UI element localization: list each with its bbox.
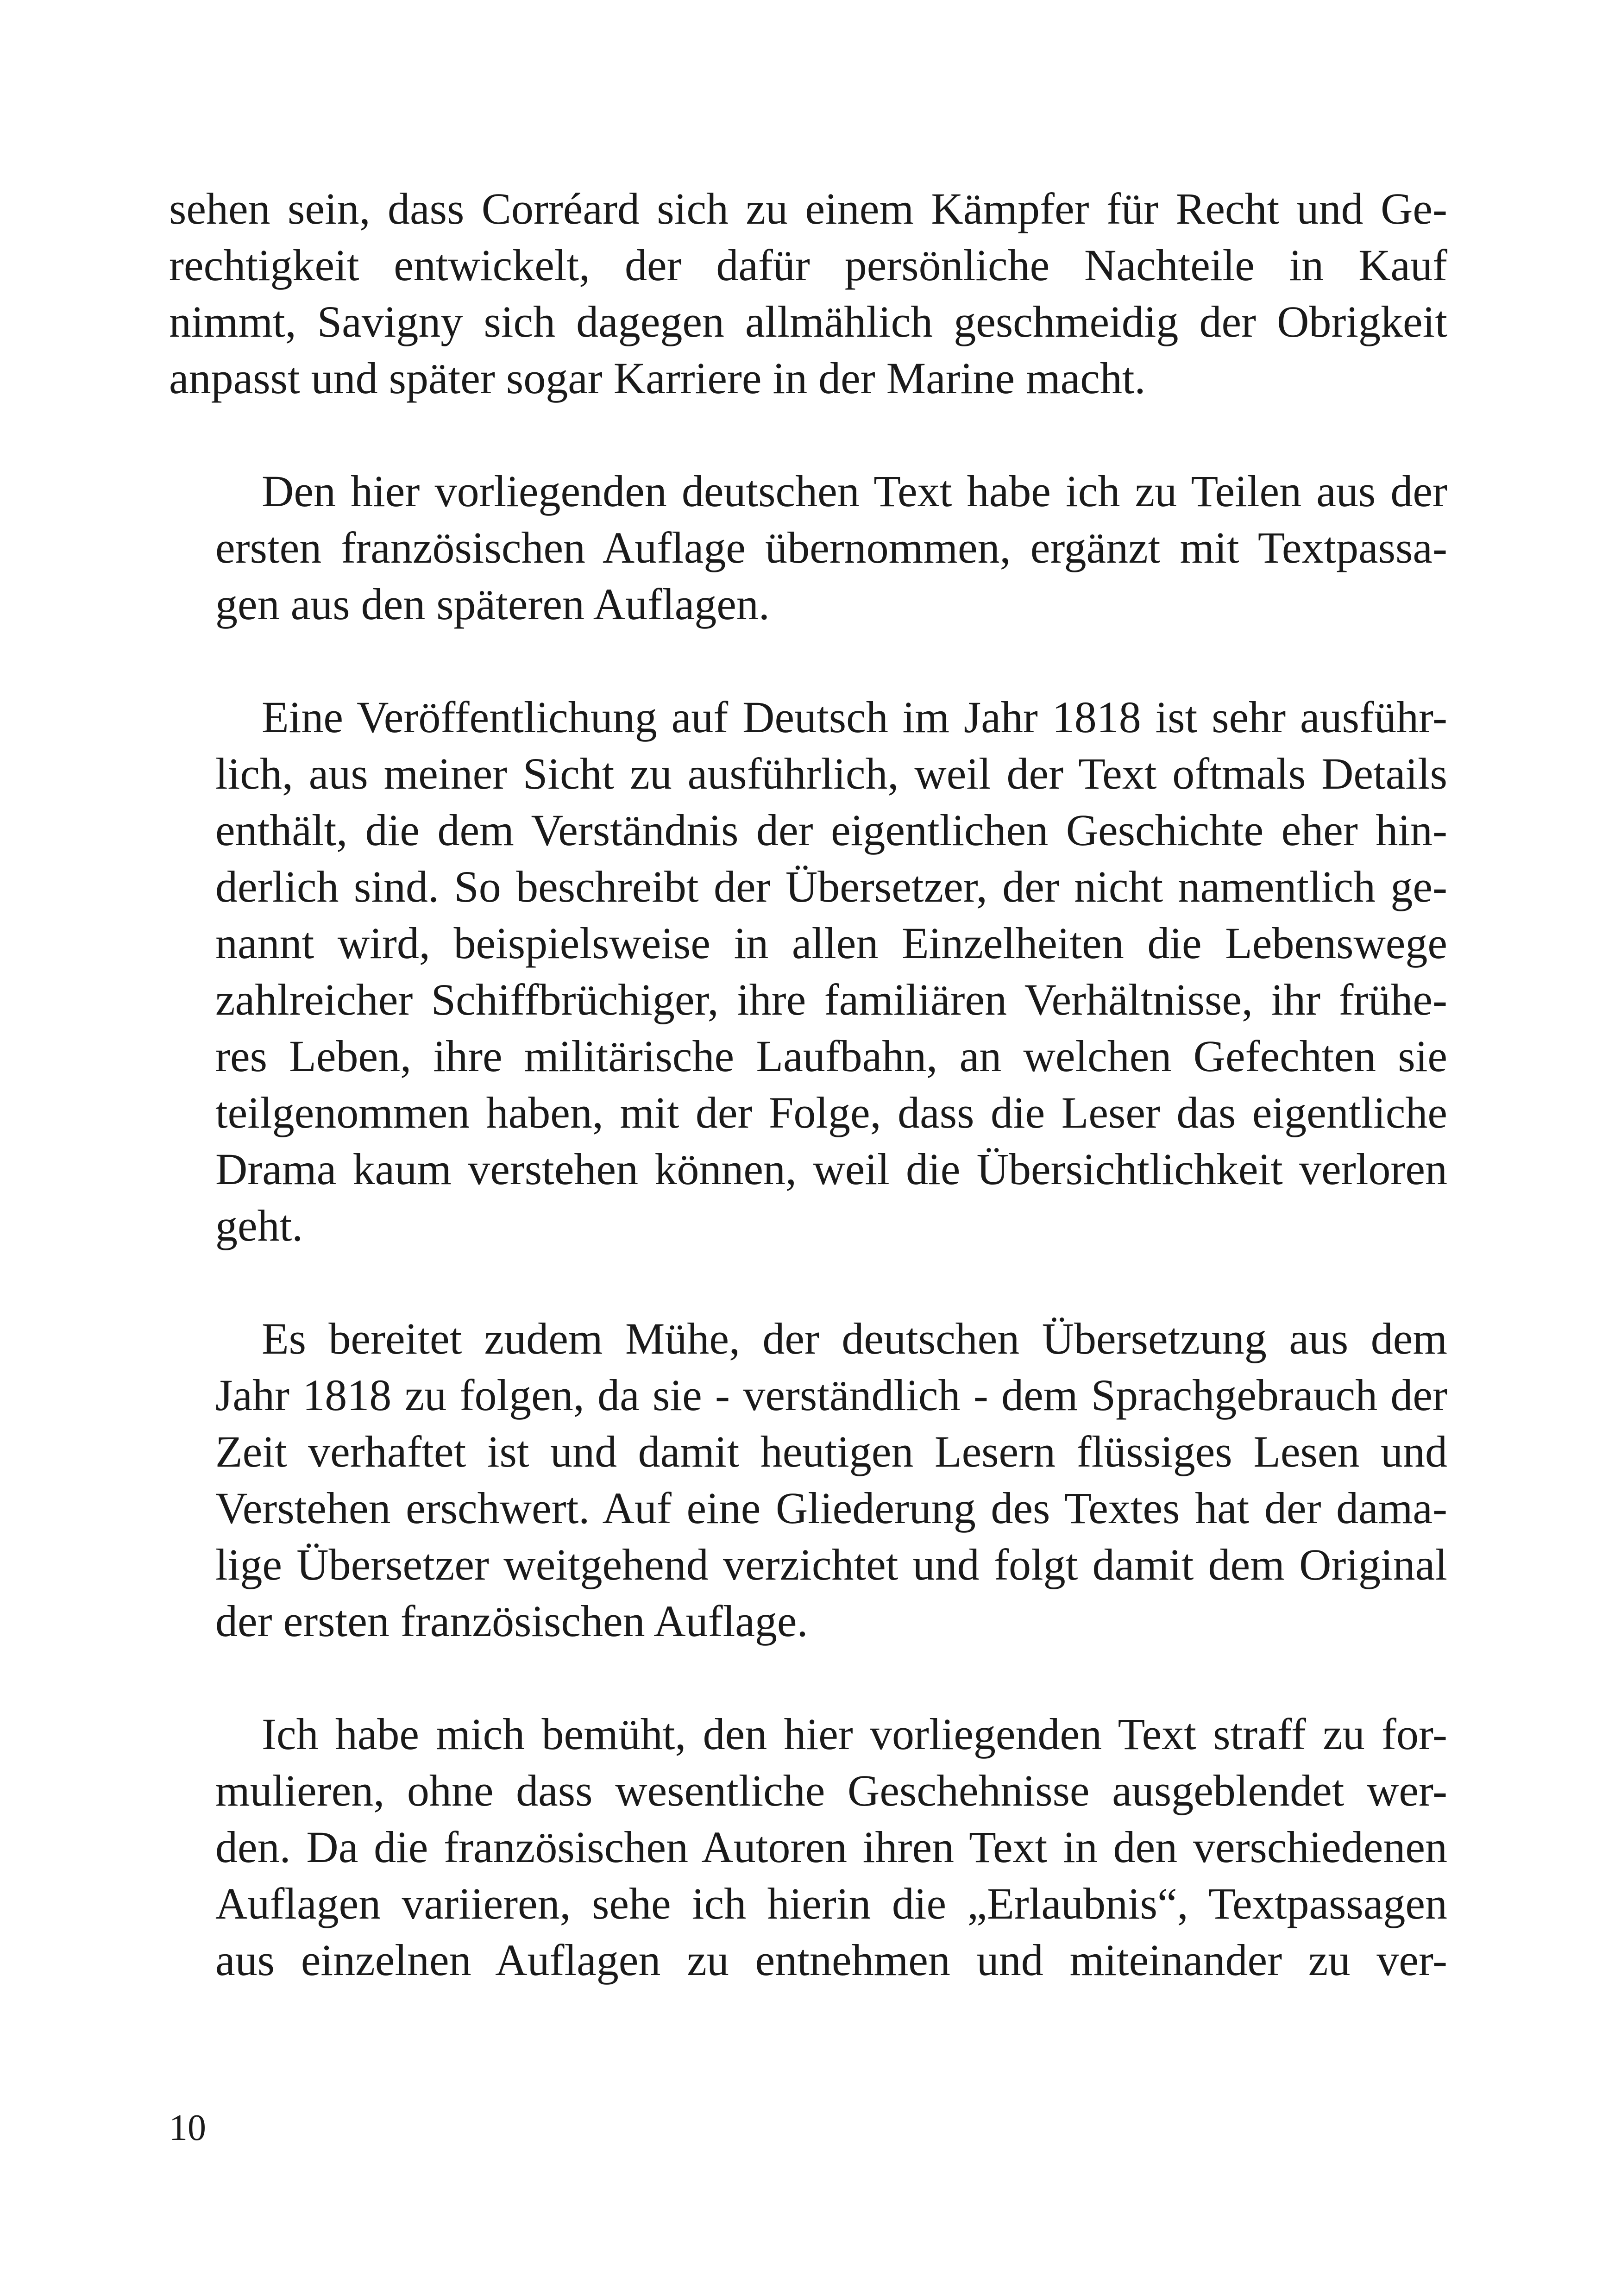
- text-line: Jahr 1818 zu folgen, da sie - verständlich - dem Sprachgebrauch der: [215, 1370, 1447, 1420]
- text-line: Zeit verhaftet ist und damit heutigen Lesern flüssiges Lesen und: [215, 1427, 1447, 1476]
- text-line: lich, aus meiner Sicht zu ausführlich, weil der Text oftmals Details: [215, 749, 1447, 798]
- text-line: enthält, die dem Verständnis der eigentlichen Geschichte eher hin-: [215, 805, 1447, 855]
- text-line: sehen sein, dass Corréard sich zu einem Kämpfer für Recht und Ge-: [169, 184, 1447, 233]
- text-line: Auflagen variieren, sehe ich hierin die „Erlaubnis“, Textpassagen: [215, 1879, 1447, 1928]
- text-line: mulieren, ohne dass wesentliche Geschehnisse ausgeblendet wer-: [215, 1766, 1447, 1815]
- text-line: Ich habe mich bemüht, den hier vorliegenden Text straff zu for-: [262, 1709, 1447, 1759]
- text-line: geht.: [215, 1201, 303, 1250]
- text-line: Verstehen erschwert. Auf eine Gliederung des Textes hat der dama-: [215, 1483, 1447, 1533]
- text-line: teilgenommen haben, mit der Folge, dass die Leser das eigentliche: [215, 1088, 1447, 1137]
- text-line: Eine Veröffentlichung auf Deutsch im Jahr 1818 ist sehr ausführ-: [262, 692, 1447, 742]
- text-line: zahlreicher Schiffbrüchiger, ihre familiären Verhältnisse, ihr frühe-: [215, 975, 1447, 1024]
- text-line: den. Da die französischen Autoren ihren Text in den verschiedenen: [215, 1822, 1447, 1872]
- text-line: lige Übersetzer weitgehend verzichtet und folgt damit dem Original: [215, 1540, 1447, 1589]
- paragraph-4: [169, 1311, 1447, 1650]
- paragraph-3: [169, 689, 1447, 1254]
- text-line: aus einzelnen Auflagen zu entnehmen und miteinander zu ver-: [215, 1935, 1447, 1985]
- text-line: nannt wird, beispielsweise in allen Einzelheiten die Lebenswege: [215, 918, 1447, 968]
- paragraph-5: [169, 1706, 1447, 1989]
- text-line: gen aus den späteren Auflagen.: [215, 579, 770, 629]
- text-line: Drama kaum verstehen können, weil die Übersichtlichkeit verloren: [215, 1144, 1447, 1194]
- text-line: der ersten französischen Auflage.: [215, 1596, 808, 1646]
- text-line: Den hier vorliegenden deutschen Text habe ich zu Teilen aus der: [262, 466, 1447, 516]
- page-number: 10: [169, 2108, 206, 2148]
- body-text: [169, 181, 1447, 1989]
- text-line: rechtigkeit entwickelt, der dafür persönliche Nachteile in Kauf: [169, 240, 1447, 290]
- text-line: derlich sind. So beschreibt der Übersetzer, der nicht namentlich ge-: [215, 862, 1447, 911]
- text-line: anpasst und später sogar Karriere in der Marine macht.: [169, 353, 1146, 403]
- paragraph-1: [169, 181, 1447, 407]
- text-line: nimmt, Savigny sich dagegen allmählich geschmeidig der Obrigkeit: [169, 297, 1447, 346]
- text-line: ersten französischen Auflage übernommen, ergänzt mit Textpassa-: [215, 523, 1447, 572]
- paragraph-2: [169, 463, 1447, 633]
- text-line: res Leben, ihre militärische Laufbahn, an welchen Gefechten sie: [215, 1031, 1447, 1081]
- text-line: Es bereitet zudem Mühe, der deutschen Übersetzung aus dem: [262, 1314, 1447, 1363]
